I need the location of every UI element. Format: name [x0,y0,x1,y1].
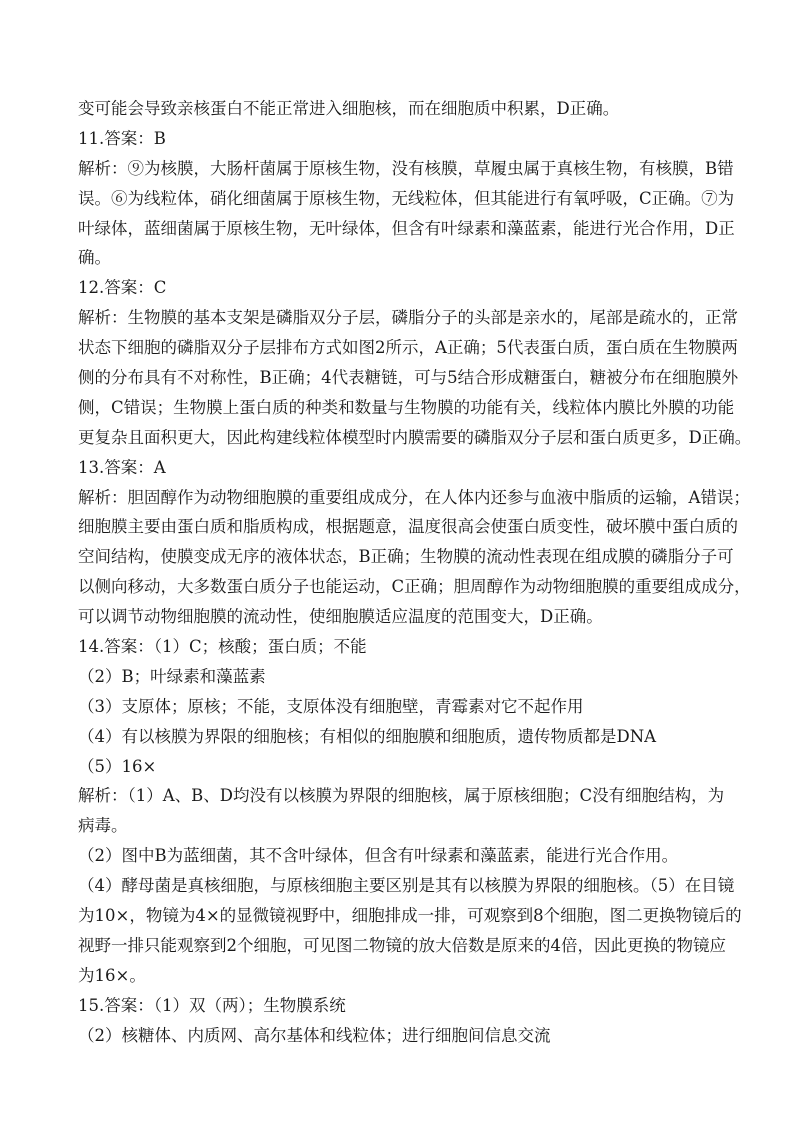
text-line: 误。⑥为线粒体，硝化细菌属于原核生物，无线粒体，但其能进行有氧呼吸，C正确。⑦为 [78,188,735,208]
text-line: 13.答案：A [78,457,166,477]
answer-text-block [78,94,752,1051]
text-line: 解析：生物膜的基本支架是磷脂双分子层，磷脂分子的头部是亲水的，尾部是疏水的，正常 [78,308,738,328]
text-line: 状态下细胞的磷脂双分子层排布方式如图2所示，A正确；5代表蛋白质，蛋白质在生物膜两 [78,338,738,358]
text-line: （3）支原体；原核；不能，支原体没有细胞壁，青霉素对它不起作用 [78,696,584,716]
text-line: 确。 [78,248,111,268]
text-line: 为16×。 [78,965,146,985]
text-line: 解析：胆固醇作为动物细胞膜的重要组成成分，在人体内还参与血液中脂质的运输，A错误； [78,487,750,507]
text-line: （4）酵母菌是真核细胞，与原核细胞主要区别是其有以核膜为界限的细胞核。（5）在目镜 [78,876,735,896]
text-line: 可以调节动物细胞膜的流动性，使细胞膜适应温度的范围变大，D正确。 [78,607,603,627]
text-line: 侧的分布具有不对称性，B正确；4代表糖链，可与5结合形成糖蛋白，糖被分布在细胞膜外 [78,368,739,388]
text-line: 叶绿体，蓝细菌属于原核生物，无叶绿体，但含有叶绿素和藻蓝素，能进行光合作用，D正 [78,218,735,238]
text-line: 侧，C错误；生物膜上蛋白质的种类和数量与生物膜的功能有关，线粒体内膜比外膜的功能 [78,397,735,417]
text-line: 15.答案：（1）双（两）；生物膜系统 [78,995,346,1015]
text-line: （2）核糖体、内质网、高尔基体和线粒体；进行细胞间信息交流 [78,1025,551,1045]
text-line: 14.答案：（1）C；核酸；蛋白质；不能 [78,637,367,657]
text-line: 解析：（1）A、B、D均没有以核膜为界限的细胞核，属于原核细胞；C没有细胞结构，为 [78,786,725,806]
text-line: （2）图中B为蓝细菌，其不含叶绿体，但含有叶绿素和藻蓝素，能进行光合作用。 [78,846,679,866]
text-line: （2）B；叶绿素和藻蓝素 [78,666,266,686]
text-line: 细胞膜主要由蛋白质和脂质构成，根据题意，温度很高会使蛋白质变性，破坏膜中蛋白质的 [78,517,738,537]
text-line: 视野一排只能观察到2个细胞，可见图二物镜的放大倍数是原来的4倍，因此更换的物镜应 [78,935,726,955]
text-line: （5）16× [78,756,157,776]
text-line: 11.答案：B [78,128,166,148]
text-line: 变可能会导致亲核蛋白不能正常进入细胞核，而在细胞质中积累，D正确。 [78,99,620,118]
text-line: （4）有以核膜为界限的细胞核；有相似的细胞膜和细胞质，遗传物质都是DNA [78,726,657,746]
text-line: 解析：⑨为核膜，大肠杆菌属于原核生物，没有核膜，草履虫属于真核生物，有核膜，B错 [78,158,734,178]
text-line: 12.答案：C [78,278,167,298]
text-line: 为10×，物镜为4×的显微镜视野中，细胞排成一排，可观察到8个细胞，图二更换物镜后的 [78,906,742,926]
text-line: 空间结构，使膜变成无序的液体状态，B正确；生物膜的流动性表现在组成膜的磷脂分子可 [78,547,734,567]
text-line: 更复杂且面积更大，因此构建线粒体模型时内膜需要的磷脂双分子层和蛋白质更多，D正确。 [78,427,752,447]
text-line: 以侧向移动，大多数蛋白质分子也能运动，C正确；胆周醇作为动物细胞膜的重要组成成分， [78,577,751,597]
text-line: 病毒。 [78,816,128,836]
